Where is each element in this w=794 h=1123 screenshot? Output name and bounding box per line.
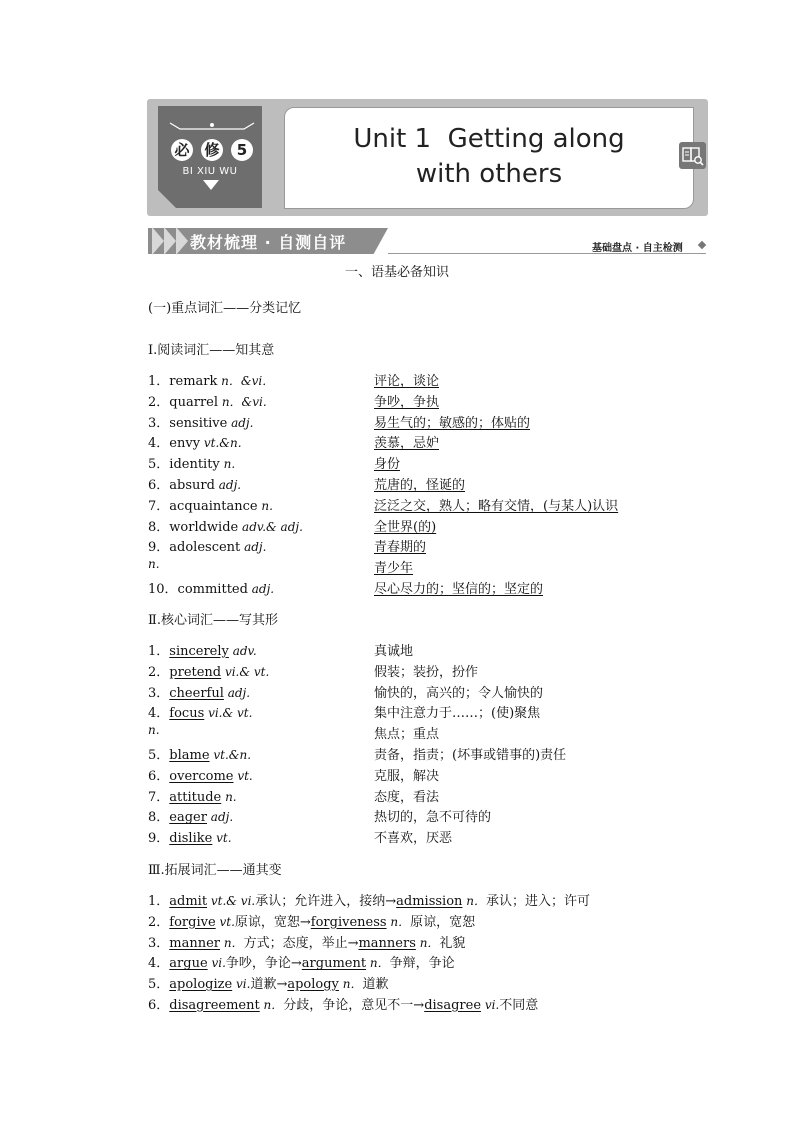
vocab-word: dislike: [169, 831, 213, 847]
item-number: 6．: [148, 478, 170, 493]
vocab-chain: [148, 994, 538, 1013]
list-item: [148, 911, 708, 929]
vocab-word: remark: [169, 374, 218, 389]
unit-title-line-2: with others: [415, 159, 563, 189]
vocab-word: cheerful: [169, 685, 224, 701]
badge-char-2: 修: [201, 139, 223, 161]
derived-meaning: 争辩，争论: [389, 956, 455, 972]
list-item: [148, 432, 708, 450]
vocab-meaning: 原谅，宽恕→: [234, 914, 311, 930]
book-search-icon: [679, 142, 706, 169]
derived-part-of-speech: vi.: [481, 998, 500, 1012]
reading-vocab-heading: Ⅰ.阅读词汇——知其意: [148, 343, 275, 358]
vocab-word: disagreement: [169, 998, 260, 1013]
vocab-meaning: 尽心尽力的；坚信的；坚定的: [374, 582, 544, 597]
list-item: [148, 827, 708, 845]
vocab-word: committed: [177, 582, 248, 597]
item-number: 4．: [148, 706, 170, 722]
vocab-word: sensitive: [169, 415, 228, 431]
vocab-term: [148, 806, 233, 825]
list-item: [148, 723, 708, 741]
derived-word: forgiveness: [310, 914, 387, 930]
list-item: [148, 952, 708, 970]
vocab-term: [148, 557, 160, 572]
vocab-word: identity: [169, 457, 220, 473]
vocab-word: sincerely: [169, 644, 229, 659]
list-item: [148, 994, 708, 1012]
derived-word: apology: [287, 977, 339, 993]
vocab-word: manner: [169, 935, 221, 951]
part-of-speech: n．: [259, 998, 284, 1012]
part-of-speech: adj.: [206, 810, 234, 825]
unit-title-line-1: Unit 1 Getting along: [353, 124, 625, 154]
vocab-meaning: 真诚地: [374, 644, 414, 659]
derived-word: disagree: [424, 998, 482, 1013]
vocab-meaning: 热切的，急不可待的: [374, 810, 492, 826]
item-number: 3．: [148, 685, 170, 701]
vocab-term: [148, 661, 269, 680]
vocab-term: [148, 786, 237, 805]
badge-char-3: 5: [231, 139, 253, 161]
item-number: 2．: [148, 914, 170, 930]
derived-part-of-speech: n．: [415, 935, 440, 950]
derived-meaning: 不同意: [499, 998, 539, 1013]
vocab-term: [148, 827, 232, 846]
vocab-meaning: 泛泛之交，熟人；略有交情，(与某人)认识: [374, 498, 619, 514]
part-of-speech: adj.: [214, 478, 242, 492]
part-of-speech: adj.: [227, 415, 254, 430]
part-of-speech: vt.: [233, 768, 253, 783]
item-number: 8．: [148, 810, 170, 826]
vocab-meaning: 青少年: [374, 561, 414, 577]
vocab-word: argue: [169, 956, 208, 972]
vocab-meaning: 克服，解决: [374, 768, 440, 784]
vocab-meaning: 道歉→: [250, 977, 288, 993]
vocab-chain: [148, 932, 465, 951]
list-item: [148, 578, 708, 596]
item-number: 2．: [148, 394, 170, 410]
derived-part-of-speech: n．: [338, 977, 363, 992]
vocab-word: pretend: [169, 664, 222, 680]
vocab-word: overcome: [169, 768, 234, 784]
vocab-meaning: 方式；态度，举止→: [243, 935, 359, 951]
part-of-speech: vi.& vt.: [204, 706, 253, 721]
derived-part-of-speech: n．: [386, 914, 411, 929]
part-of-speech: adv.& adj.: [238, 519, 303, 534]
part-of-speech: n.: [148, 723, 160, 738]
vocab-meaning: 争吵，争论→: [225, 956, 302, 972]
vocab-term: [148, 453, 235, 472]
list-item: [148, 890, 708, 908]
vocab-word: forgive: [169, 914, 216, 930]
list-item: [148, 640, 708, 658]
list-item: [148, 702, 708, 720]
vocab-chain: [148, 890, 590, 909]
derived-word: admission: [396, 894, 463, 909]
vocab-chain: [148, 973, 388, 992]
item-number: 6．: [148, 998, 170, 1013]
list-item: [148, 495, 708, 513]
vocab-word: envy: [169, 436, 201, 452]
part-of-speech: adv.: [228, 644, 257, 658]
item-number: 10．: [148, 582, 178, 597]
list-item: [148, 765, 708, 783]
vocab-term: [148, 765, 253, 784]
chevron-right-icon: [152, 227, 164, 255]
item-number: 9．: [148, 831, 170, 847]
vocab-meaning: 全世界(的): [374, 519, 437, 535]
item-number: 5．: [148, 977, 170, 993]
vocab-term: [148, 578, 274, 597]
vocab-term: [148, 516, 303, 535]
list-item: [148, 973, 708, 991]
vocab-meaning: 承认；允许进入，接纳→: [255, 894, 397, 909]
vocab-word: absurd: [169, 478, 215, 493]
list-item: [148, 932, 708, 950]
vocab-meaning: 不喜欢，厌恶: [374, 831, 453, 847]
part-of-speech: vi.: [232, 977, 251, 992]
list-item: [148, 806, 708, 824]
vocab-word: admit: [169, 894, 208, 909]
derived-meaning: 承认；进入；许可: [485, 894, 590, 909]
list-item: [148, 682, 708, 700]
item-number: 4．: [148, 436, 170, 452]
part-of-speech: vt.&n.: [200, 436, 242, 451]
vocab-meaning: 易生气的；敏感的；体贴的: [374, 415, 531, 431]
item-number: 4．: [148, 956, 170, 972]
item-number: 1．: [148, 644, 170, 659]
core-vocab-heading: Ⅱ.核心词汇——写其形: [148, 613, 278, 628]
vocab-meaning: 争吵，争执: [374, 394, 440, 410]
item-number: 8．: [148, 519, 170, 535]
vocab-meaning: 分歧，争论，意见不一→: [283, 998, 425, 1013]
vocab-term: [148, 702, 252, 721]
part-of-speech: vt.&n.: [209, 748, 252, 762]
vocab-meaning: 青春期的: [374, 540, 427, 556]
part-of-speech: n．&vi．: [217, 374, 275, 388]
list-item: [148, 474, 708, 492]
derived-part-of-speech: n．: [462, 894, 486, 908]
item-number: 7．: [148, 498, 170, 514]
derived-word: argument: [301, 956, 367, 972]
part-of-speech: vt.: [212, 831, 232, 846]
item-number: 2．: [148, 664, 170, 680]
part-of-speech: n．: [220, 935, 244, 950]
vocab-word: quarrel: [169, 394, 219, 410]
part-of-speech: vt.& vi.: [207, 894, 256, 908]
vocab-meaning: 羡慕，忌妒: [374, 436, 440, 452]
badge-ornament-icon: [168, 121, 256, 131]
vocab-meaning: 愉快的，高兴的；令人愉快的: [374, 685, 544, 701]
part-of-speech: vt.: [215, 914, 235, 929]
vocab-term: [148, 682, 250, 701]
item-number: 1．: [148, 894, 170, 909]
part-of-speech: n.: [257, 498, 273, 513]
vocab-meaning: 荒唐的，怪诞的: [374, 478, 466, 493]
derived-meaning: 原谅，宽恕: [410, 914, 476, 930]
vocab-meaning: 身份: [374, 457, 401, 473]
derived-part-of-speech: n．: [366, 956, 390, 971]
vocab-chain: [148, 911, 475, 930]
part-of-speech: vi.& vt.: [221, 664, 270, 679]
vocab-term: [148, 723, 160, 738]
vocab-term: [148, 370, 274, 389]
vocab-word: apologize: [169, 977, 233, 993]
chevron-right-icon: [164, 227, 176, 255]
list-item: [148, 412, 708, 430]
badge-down-arrow-icon: [203, 180, 219, 190]
list-item: [148, 370, 708, 388]
item-number: 3．: [148, 935, 170, 951]
section-subtitle: 基础盘点 · 自主检测: [592, 243, 683, 254]
part-of-speech: n．&vi.: [218, 394, 267, 409]
vocab-chain: [148, 952, 455, 971]
vocab-meaning: 评论，谈论: [374, 374, 440, 389]
vocab-meaning: 集中注意力于……；(使)聚焦: [374, 706, 541, 722]
item-number: 5．: [148, 457, 170, 473]
vocab-word: blame: [169, 748, 210, 763]
unit-title-card: [284, 107, 694, 209]
list-item: [148, 557, 708, 575]
part-of-speech: n.: [148, 557, 160, 572]
vocab-term: [148, 412, 253, 431]
derived-meaning: 道歉: [362, 977, 389, 993]
extended-vocab-heading: Ⅲ.拓展词汇——通其变: [148, 863, 282, 878]
list-item: [148, 536, 708, 554]
vocab-term: [148, 495, 273, 514]
derived-word: manners: [358, 935, 416, 951]
badge-char-1: 必: [171, 139, 193, 161]
list-item: [148, 744, 708, 762]
list-item: [148, 786, 708, 804]
vocab-term: [148, 391, 267, 410]
list-item: [148, 391, 708, 409]
vocab-term: [148, 640, 257, 659]
vocab-meaning: 焦点；重点: [374, 727, 440, 743]
diamond-icon: [698, 241, 706, 249]
list-item: [148, 453, 708, 471]
vocab-meaning: 责备，指责；(坏事或错事的)责任: [374, 748, 567, 763]
part-of-speech: adj.: [247, 582, 275, 596]
part-of-speech: vi.: [207, 956, 226, 971]
item-number: 9．: [148, 540, 170, 556]
chevron-right-icon: [176, 227, 188, 255]
item-number: 7．: [148, 789, 170, 805]
derived-meaning: 礼貌: [439, 935, 466, 951]
badge-pinyin: BI XIU WU: [182, 166, 238, 177]
vocab-word: attitude: [169, 789, 222, 805]
vocab-term: [148, 432, 242, 451]
vocab-word: acquaintance: [169, 498, 258, 514]
part-of-speech: n.: [221, 789, 237, 804]
vocab-word: eager: [169, 810, 207, 826]
vocab-word: adolescent: [169, 540, 241, 556]
badge-fold-corner: [158, 190, 176, 208]
part-of-speech: adj.: [240, 540, 267, 555]
vocab-word: worldwide: [169, 519, 239, 535]
section-title: 教材梳理 · 自测自评: [190, 232, 347, 252]
vocab-word: focus: [169, 706, 205, 722]
list-item: [148, 661, 708, 679]
vocab-term: [148, 474, 241, 493]
item-number: 3．: [148, 415, 170, 431]
item-number: 6．: [148, 768, 170, 784]
item-number: 5．: [148, 748, 170, 763]
vocab-term: [148, 536, 266, 555]
part-heading: 一、语基必备知识: [344, 265, 449, 280]
part-of-speech: adj.: [223, 685, 251, 700]
vocab-meaning: 态度，看法: [374, 789, 440, 805]
part-of-speech: n.: [219, 457, 236, 472]
item-number: 1．: [148, 374, 170, 389]
badge-title: [171, 136, 253, 164]
vocab-meaning: 假装；装扮，扮作: [374, 664, 479, 680]
vocab-term: [148, 744, 251, 763]
list-item: [148, 516, 708, 534]
sub-heading: (一)重点词汇——分类记忆: [148, 301, 302, 316]
